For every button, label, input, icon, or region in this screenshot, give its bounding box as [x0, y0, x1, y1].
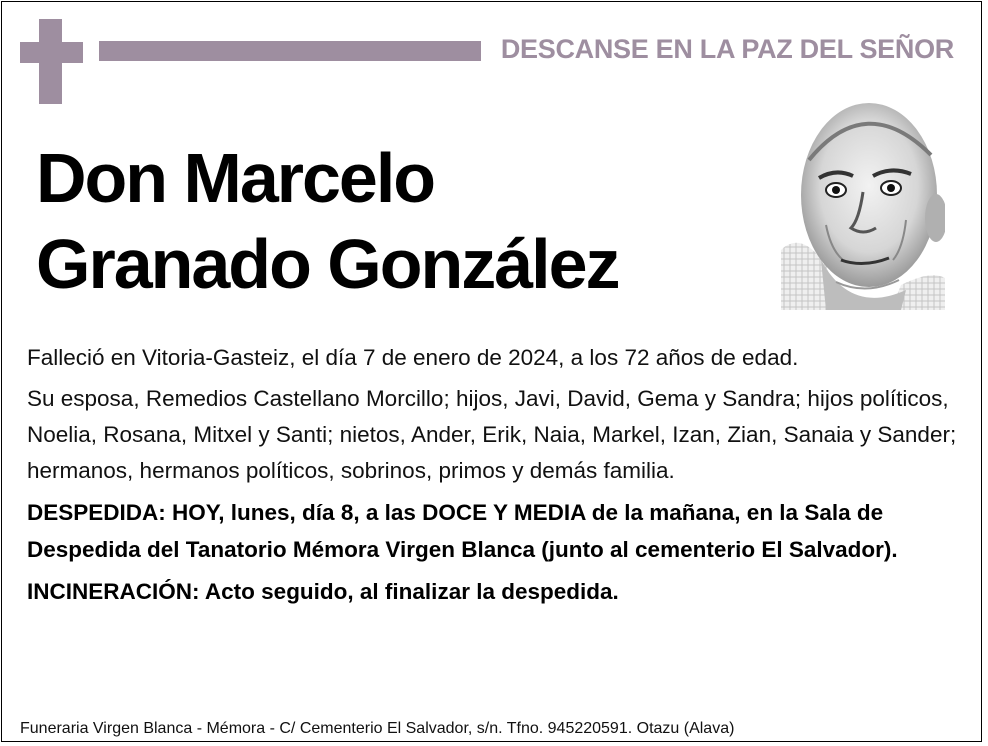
death-notice: Falleció en Vitoria-Gasteiz, el día 7 de enero de 2024, a los 72 años de edad.: [27, 345, 799, 370]
cremation-info: INCINERACIÓN: Acto seguido, al finalizar la despedida.: [27, 579, 619, 604]
family-list: Su esposa, Remedios Castellano Morcillo; hijos, Javi, David, Gema y Sandra; hijos políticos, Noelia, Rosana, Mitxel y Santi; nietos, Ander, Erik, Naia, Markel, Izan, Zian, Sanaia y Sander; hermanos, hermanos políticos, sobrinos, primos y demás familia.: [27, 386, 957, 483]
cross-icon-bar: [20, 42, 83, 63]
funeral-home-footer: Funeraria Virgen Blanca - Mémora - C/ Cementerio El Salvador, s/n. Tfno. 945220591. Otazu (Alava): [20, 720, 735, 737]
deceased-name-line1: Don Marcelo: [36, 139, 435, 217]
portrait-image: [781, 100, 945, 310]
header-bar: [99, 41, 481, 61]
obituary-frame: [1, 1, 982, 742]
obituary-body: [27, 340, 957, 615]
deceased-name-line2: Granado González: [36, 225, 619, 303]
portrait-photo: [781, 100, 945, 310]
farewell-info: DESPEDIDA: HOY, lunes, día 8, a las DOCE Y MEDIA de la mañana, en la Sala de Despedida del Tanatorio Mémora Virgen Blanca (junto al cementerio El Salvador).: [27, 500, 898, 562]
header-title: DESCANSE EN LA PAZ DEL SEÑOR: [500, 34, 954, 64]
deceased-name: [36, 135, 766, 307]
